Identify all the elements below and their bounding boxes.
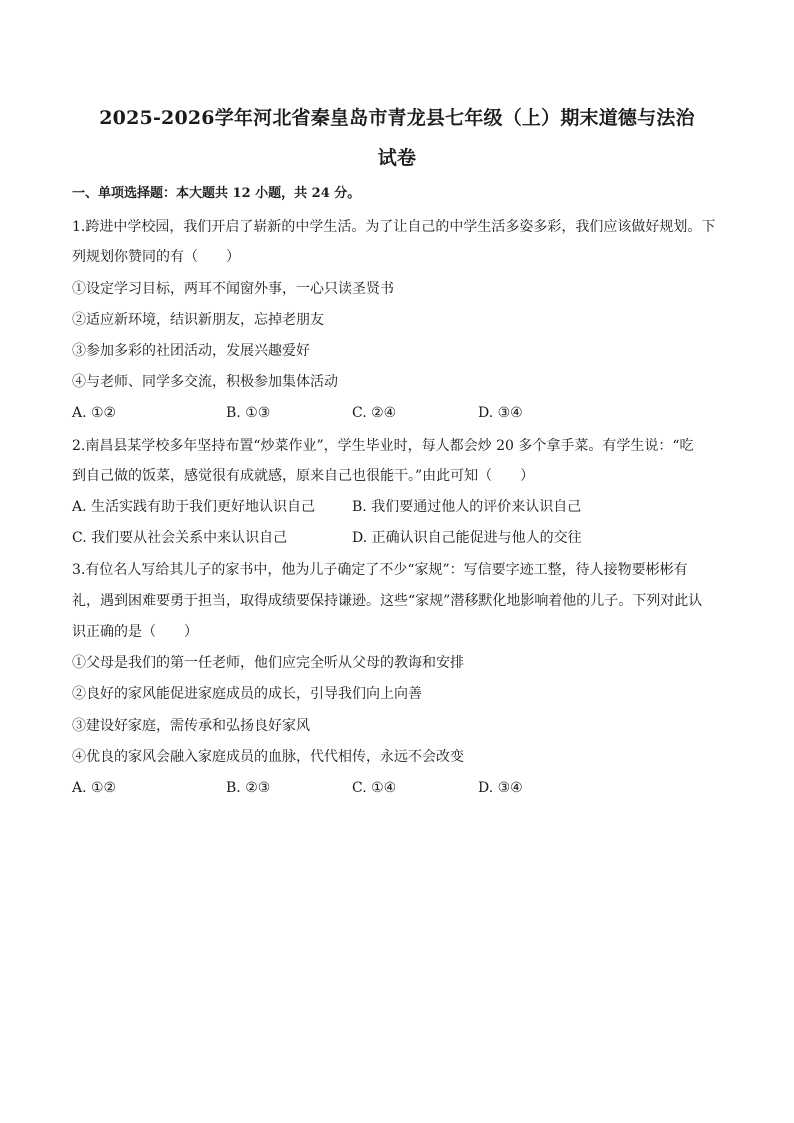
exam-title-line-2: 试卷 xyxy=(377,147,417,169)
exam-title-line-1: 2025-2026学年河北省秦皇岛市青龙县七年级（上）期末道德与法治 xyxy=(99,107,695,129)
q2-option-d: D. 正确认识自己能促进与他人的交往 xyxy=(352,530,582,546)
q3-option-c: C. ①④ xyxy=(352,780,397,796)
q3-statement-3: ③建设好家庭，需传承和弘扬良好家风 xyxy=(72,718,310,734)
q3-stem-line-1: 3.有位名人写给其儿子的家书中，他为儿子确定了不少“家规”：写信要字迹工整，待人接物要彬彬有 xyxy=(72,562,688,578)
q1-stem-line-1: 1.跨进中学校园，我们开启了崭新的中学生活。为了让自己的中学生活多姿多彩，我们应该做好规划。下 xyxy=(72,219,716,235)
q3-statement-2: ②良好的家风能促进家庭成员的成长，引导我们向上向善 xyxy=(72,686,422,702)
q2-stem-line-2: 到自己做的饭菜，感觉很有成就感，原来自己也很能干。”由此可知（ ） xyxy=(72,468,535,484)
q2-option-c: C. 我们要从社会关系中来认识自己 xyxy=(72,530,288,546)
q1-statement-4: ④与老师、同学多交流，积极参加集体活动 xyxy=(72,374,338,390)
q1-statement-2: ②适应新环境，结识新朋友，忘掉老朋友 xyxy=(72,312,324,328)
q2-stem-line-1: 2.南昌县某学校多年坚持布置“炒菜作业”，学生毕业时，每人都会炒 20 多个拿手菜。有学生说：“吃 xyxy=(72,438,694,454)
q1-option-d: D. ③④ xyxy=(478,405,523,421)
q3-option-d: D. ③④ xyxy=(478,780,523,796)
q3-option-a: A. ①② xyxy=(72,780,117,796)
q3-stem-line-3: 识正确的是（ ） xyxy=(72,624,198,640)
q1-option-a: A. ①② xyxy=(72,405,117,421)
q1-option-b: B. ①③ xyxy=(226,405,271,421)
q3-statement-1: ①父母是我们的第一任老师，他们应完全听从父母的教诲和安排 xyxy=(72,655,464,671)
q2-option-b: B. 我们要通过他人的评价来认识自己 xyxy=(352,499,582,515)
q1-statement-3: ③参加多彩的社团活动，发展兴趣爱好 xyxy=(72,343,310,359)
q2-option-a: A. 生活实践有助于我们更好地认识自己 xyxy=(72,499,316,515)
section-heading: 一、单项选择题：本大题共 12 小题，共 24 分。 xyxy=(72,186,361,201)
q3-statement-4: ④优良的家风会融入家庭成员的血脉，代代相传，永远不会改变 xyxy=(72,749,464,765)
q3-stem-line-2: 礼，遇到困难要勇于担当，取得成绩要保持谦逊。这些“家规”潜移默化地影响着他的儿子。下列对此认 xyxy=(72,593,703,609)
q1-stem-line-2: 列规划你赞同的有（ ） xyxy=(72,249,240,265)
q1-option-c: C. ②④ xyxy=(352,405,397,421)
q1-statement-1: ①设定学习目标，两耳不闻窗外事，一心只读圣贤书 xyxy=(72,281,394,297)
q3-option-b: B. ②③ xyxy=(226,780,271,796)
